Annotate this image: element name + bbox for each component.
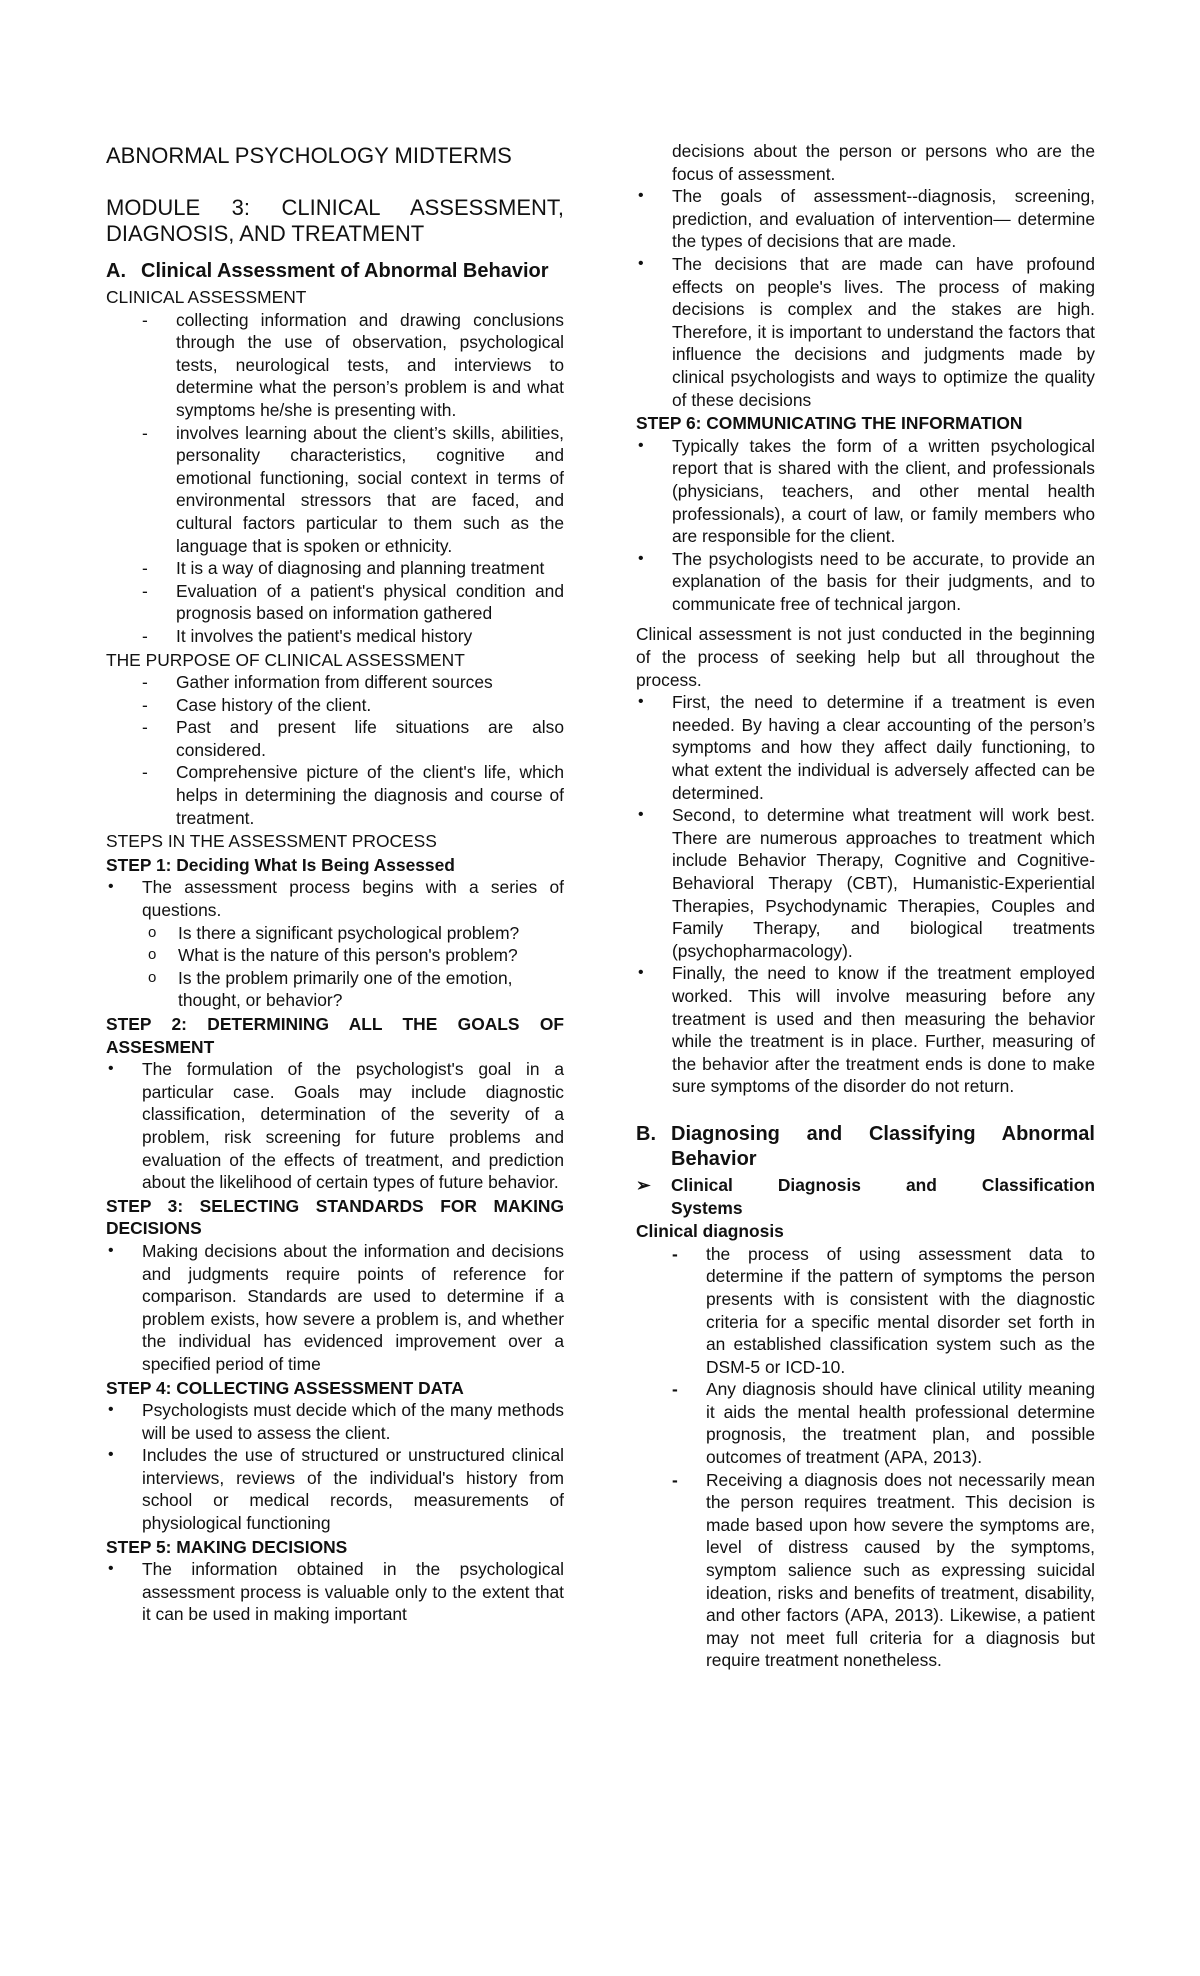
list-item: • Finally, the need to know if the treatment employed worked. This will involve measuring before any treatment is used and then measuring the behavior while the treatment is in place. Further, measuring of the behavior after the treatment ends is done to make sure symptoms of the disorder do not return.	[638, 963, 1095, 1097]
step-6-heading: STEP 6: COMMUNICATING THE INFORMATION	[636, 413, 1023, 434]
section-b-heading	[636, 1122, 1095, 1172]
purpose-list	[106, 671, 564, 829]
list-item: - It is a way of diagnosing and planning treatment	[142, 558, 545, 579]
step-1-questions	[106, 922, 564, 1012]
list-item: • Includes the use of structured or unstructured clinical interviews, reviews of the individual's history from school or medical records, measurements of physiological functioning	[108, 1445, 564, 1534]
list-item: • The assessment process begins with a series of questions.	[108, 877, 564, 921]
list-item: • The formulation of the psychologist's goal in a particular case. Goals may include diagnostic classification, determination of the severity of a problem, risk screening for future problems and evaluation of the effects of treatment, and prediction about the likelihood of certain types of future behavior.	[108, 1059, 564, 1193]
list-item: • Making decisions about the information and decisions and judgments require points of reference for comparison. Standards are used to determine if a problem exists, how severe a problem is, and whether the individual has evidenced improvement over a specified period of time	[108, 1240, 564, 1374]
list-item: o Is there a significant psychological problem?	[148, 922, 520, 943]
list-item: - Receiving a diagnosis does not necessarily mean the person requires treatment. This decision is made based upon how severe the symptoms are, level of distress caused by the symptoms, symptom salience such as expressing suicidal ideation, risks and benefits of treatment, disability, and other factors (APA, 2013). Likewise, a patient may not meet full criteria for a diagnosis but require treatment nonetheless.	[672, 1469, 1095, 1671]
list-item: - Case history of the client.	[142, 694, 372, 715]
clinical-diagnosis-heading: Clinical diagnosis	[636, 1221, 784, 1242]
step-1-list	[106, 876, 564, 921]
list-item: • The psychologists need to be accurate, to provide an explanation of the basis for their judgments, and to communicate free of technical jargon.	[638, 548, 1095, 614]
list-item: - Past and present life situations are also considered.	[142, 717, 564, 760]
list-item: o Is the problem primarily one of the emotion, thought, or behavior?	[148, 967, 513, 1011]
list-item: - Comprehensive picture of the client's life, which helps in determining the diagnosis and course of treatment.	[142, 762, 564, 828]
list-item: • The goals of assessment--diagnosis, screening, prediction, and evaluation of intervention— determine the types of decisions that are made.	[638, 186, 1095, 252]
step-5-heading: STEP 5: MAKING DECISIONS	[106, 1536, 348, 1557]
step-3-list	[106, 1240, 564, 1376]
step-2-heading: STEP 2: DETERMINING ALL THE GOALS OF ASSESMENT	[106, 1014, 564, 1057]
step-6-list	[636, 435, 1095, 616]
section-a-title: Clinical Assessment of Abnormal Behavior	[141, 260, 549, 282]
module-title-line-2: DIAGNOSIS, AND TREATMENT	[106, 221, 425, 246]
module-title-line-1: MODULE 3: CLINICAL ASSESSMENT,	[106, 195, 564, 220]
step-4-heading: STEP 4: COLLECTING ASSESSMENT DATA	[106, 1377, 464, 1398]
list-item: • The information obtained in the psychological assessment process is valuable only to the extent that it can be used in making important	[108, 1559, 564, 1625]
classification-systems-line-1: Clinical Diagnosis and Classification	[671, 1174, 1095, 1195]
clinical-diagnosis-list	[636, 1243, 1095, 1672]
list-item: • Psychologists must decide which of the many methods will be used to assess the client.	[108, 1400, 564, 1443]
list-item: • First, the need to determine if a treatment is even needed. By having a clear accounting of the person’s symptoms and how they affect daily functioning, to what extent the individual is adversely affected can be determined.	[638, 692, 1095, 803]
list-item: - Any diagnosis should have clinical utility meaning it aids the mental health professional determine prognosis, the treatment plan, and possible outcomes of treatment (APA, 2013).	[672, 1379, 1095, 1468]
purpose-heading: THE PURPOSE OF CLINICAL ASSESSMENT	[106, 649, 465, 670]
left-column	[106, 142, 564, 1626]
section-a-letter: A.	[106, 260, 126, 282]
list-item: • Typically takes the form of a written psychological report that is shared with the client, and professionals (physicians, teachers, and other mental health professionals), a court of law, or family members who are responsible for the client.	[638, 435, 1095, 547]
list-item: - collecting information and drawing conclusions through the use of observation, psychological tests, neurological tests, and interviews to determine what the person’s problem is and what symptoms he/she is presenting with.	[142, 309, 564, 420]
list-item: • The decisions that are made can have profound effects on people's lives. The process of making decisions is complex and the stakes are high. Therefore, it is important to understand the factors that influence the decisions and judgments made by clinical psychologists and ways to optimize the quality of these decisions	[638, 253, 1095, 410]
section-b-title: Diagnosing and Classifying Abnormal Behavior	[671, 1122, 1095, 1170]
list-item: - the process of using assessment data to determine if the pattern of symptoms the person presents with is consistent with the diagnostic criteria for a specific mental disorder set forth in an established classification system such as the DSM-5 or ICD-10.	[672, 1243, 1095, 1377]
list-item: o What is the nature of this person's problem?	[148, 945, 518, 966]
list-item: - involves learning about the client’s skills, abilities, personality characteristics, cognitive and emotional functioning, social context in terms of environmental stressors that are faced, and cultural factors particular to them such as the language that is spoken or ethnicity.	[142, 422, 564, 556]
section-b-letter: B.	[636, 1122, 656, 1145]
right-column	[636, 140, 1095, 1672]
list-item: - It involves the patient's medical history	[142, 625, 473, 646]
classification-systems-heading	[636, 1174, 1095, 1219]
step-3-heading: STEP 3: SELECTING STANDARDS FOR MAKING DECISIONS	[106, 1195, 564, 1239]
step-4-list	[106, 1399, 564, 1535]
throughout-paragraph: Clinical assessment is not just conducted in the beginning of the process of seeking help but all throughout the process.	[636, 624, 1095, 690]
step-5-list	[106, 1558, 564, 1626]
throughout-list	[636, 691, 1095, 1098]
list-item: - Gather information from different sources	[142, 672, 493, 693]
classification-systems-line-2: Systems	[671, 1197, 743, 1218]
step-5-list-continued	[636, 140, 1095, 411]
steps-heading: STEPS IN THE ASSESSMENT PROCESS	[106, 831, 437, 852]
list-item: • Second, to determine what treatment will work best. There are numerous approaches to treatment which include Behavior Therapy, Cognitive and Cognitive-Behavioral Therapy (CBT), Humanistic-Experiential Therapies, Psychodynamic Therapies, Couples and Family Therapy, and biological treatments (psychopharmacology).	[638, 805, 1095, 961]
document-title: ABNORMAL PSYCHOLOGY MIDTERMS	[106, 143, 512, 168]
step-1-heading: STEP 1: Deciding What Is Being Assessed	[106, 854, 455, 875]
list-item: - Evaluation of a patient's physical condition and prognosis based on information gathered	[142, 580, 564, 624]
clinical-assessment-list	[106, 309, 564, 648]
list-item-continued: decisions about the person or persons who are the focus of assessment.	[672, 141, 1095, 184]
clinical-assessment-heading: CLINICAL ASSESSMENT	[106, 287, 307, 307]
module-title	[106, 195, 564, 247]
section-a-heading	[106, 259, 564, 284]
arrow-bullet-icon: ➢	[636, 1174, 651, 1195]
step-2-list	[106, 1058, 564, 1194]
